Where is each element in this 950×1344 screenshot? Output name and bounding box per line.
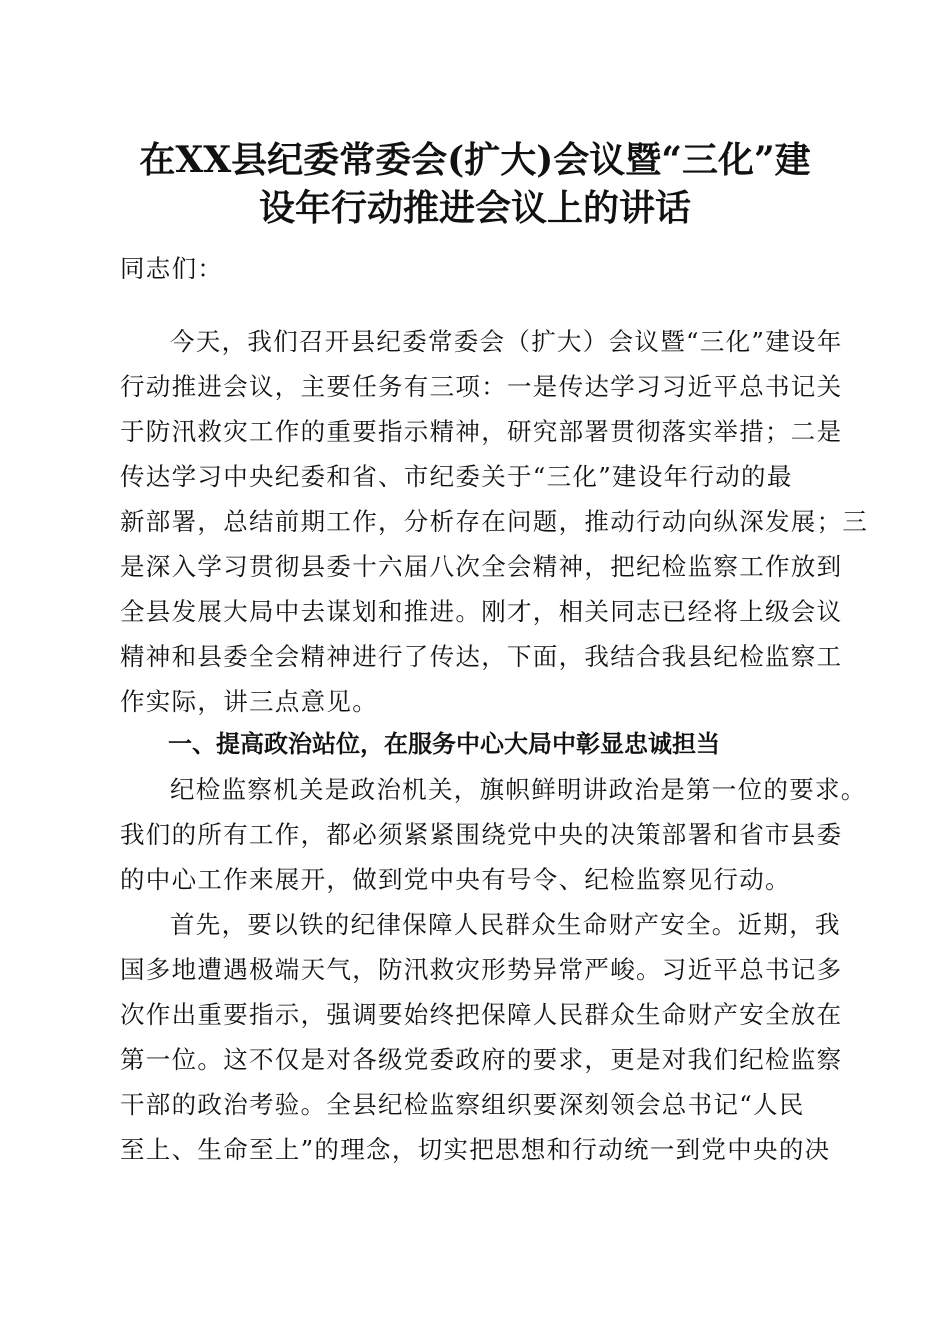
paragraph-line: 全县发展大局中去谋划和推进。刚才，相关同志已经将上级会议 [120,597,843,626]
paragraph-line: 传达学习中央纪委和省、市纪委关于“三化”建设年行动的最 [120,462,793,491]
paragraph-line: 作实际，讲三点意见。 [120,687,378,716]
paragraph-line: 纪检监察机关是政治机关，旗帜鲜明讲政治是第一位的要求。 [170,775,867,804]
paragraph-line: 今天，我们召开县纪委常委会（扩大）会议暨“三化”建设年 [170,327,843,356]
paragraph-line: 行动推进会议，主要任务有三项：一是传达学习习近平总书记关 [120,372,843,401]
paragraph-line: 至上、生命至上”的理念，切实把思想和行动统一到党中央的决 [120,1135,831,1164]
paragraph-line: 的中心工作来展开，做到党中央有号令、纪检监察见行动。 [120,865,791,894]
paragraph-line: 我们的所有工作，都必须紧紧围绕党中央的决策部署和省市县委 [120,820,843,849]
paragraph-line: 新部署，总结前期工作，分析存在问题，推动行动向纵深发展；三 [120,507,869,536]
document-title-line-1: 在XX县纪委常委会(扩大)会议暨“三化”建 [139,139,811,181]
paragraph-line: 干部的政治考验。全县纪检监察组织要深刻领会总书记“人民 [120,1090,805,1119]
paragraph-line: 于防汛救灾工作的重要指示精神，研究部署贯彻落实举措；二是 [120,417,843,446]
paragraph-line: 精神和县委全会精神进行了传达，下面，我结合我县纪检监察工 [120,642,843,671]
paragraph-line: 是深入学习贯彻县委十六届八次全会精神，把纪检监察工作放到 [120,552,843,581]
section-heading: 一、提高政治站位，在服务中心大局中彰显忠诚担当 [168,730,720,758]
paragraph-line: 首先，要以铁的纪律保障人民群众生命财产安全。近期，我 [170,910,841,939]
salutation: 同志们： [120,254,224,283]
paragraph-line: 第一位。这不仅是对各级党委政府的要求，更是对我们纪检监察 [120,1045,843,1074]
paragraph-line: 国多地遭遇极端天气，防汛救灾形势异常严峻。习近平总书记多 [120,955,843,984]
paragraph-line: 次作出重要指示，强调要始终把保障人民群众生命财产安全放在 [120,1000,843,1029]
document-title-line-2: 设年行动推进会议上的讲话 [258,187,691,229]
